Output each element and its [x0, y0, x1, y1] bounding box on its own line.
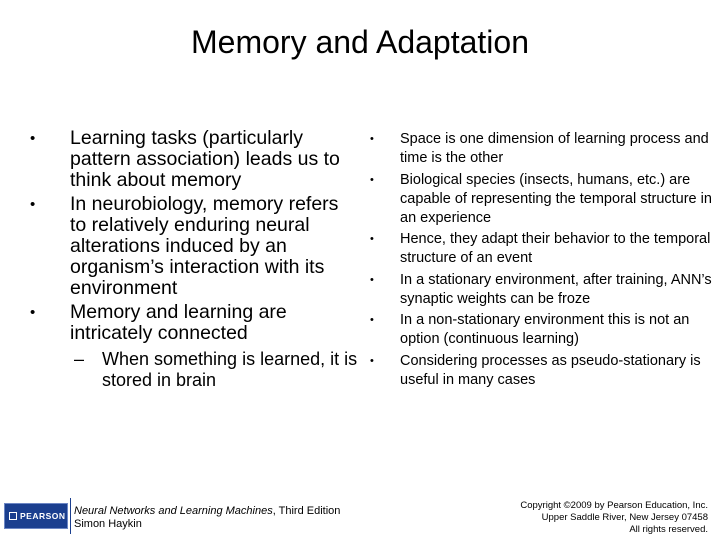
right-bullet-list [368, 130, 713, 392]
slide-title: Memory and Adaptation [191, 24, 529, 60]
copyright-line: All rights reserved. [629, 524, 708, 535]
bullet-icon: • [370, 233, 374, 245]
left-sub-bullet [28, 349, 358, 390]
book-citation [74, 505, 340, 531]
bullet-text: Memory and learning are intricately connected [70, 301, 287, 344]
left-bullet-list [28, 128, 358, 390]
right-bullet-item [368, 230, 713, 268]
pearson-logo [4, 503, 68, 529]
bullet-icon: • [370, 173, 374, 186]
bullet-text: Space is one dimension of learning process and time is the other [400, 131, 709, 166]
book-author: Simon Haykin [74, 518, 142, 530]
book-title: Neural Networks and Learning Machines [74, 505, 273, 517]
dash-icon: – [74, 349, 85, 369]
right-bullet-item [368, 311, 713, 349]
bullet-text: Learning tasks (particularly pattern association) leads us to think about memory [70, 127, 340, 191]
left-bullet-item [28, 302, 358, 344]
logo-square-icon [9, 512, 17, 520]
right-bullet-item [368, 130, 713, 168]
right-bullet-item [368, 171, 713, 228]
bullet-icon: • [370, 354, 374, 367]
bullet-icon: • [30, 130, 36, 147]
left-bullet-item [28, 194, 358, 299]
bullet-icon: • [370, 314, 374, 326]
left-bullet-item [28, 128, 358, 191]
right-bullet-item [368, 352, 713, 390]
bullet-text: In a stationary environment, after training, ANN’s synaptic weights can be froze [400, 271, 712, 307]
sub-bullet-text: When something is learned, it is stored in brain [102, 349, 358, 390]
bullet-icon: • [30, 304, 36, 321]
copyright-notice [448, 500, 708, 536]
bullet-text: In neurobiology, memory refers to relatively enduring neural alterations induced by an organism’s interaction with its environment [70, 193, 339, 299]
bullet-text: Biological species (insects, humans, etc.) are capable of representing the temporal structure in an experience [400, 171, 712, 226]
bullet-icon: • [30, 196, 36, 213]
bullet-icon: • [370, 273, 374, 286]
copyright-line: Upper Saddle River, New Jersey 07458 [541, 512, 708, 523]
bullet-text: Considering processes as pseudo-stationary is useful in many cases [400, 352, 701, 388]
book-edition: , Third Edition [272, 505, 341, 517]
copyright-line: Copyright ©2009 by Pearson Education, Inc. [520, 500, 708, 511]
right-bullet-item [368, 271, 713, 309]
bullet-icon: • [370, 133, 374, 145]
bullet-text: In a non-stationary environment this is not an option (continuous learning) [400, 312, 690, 347]
logo-text: PEARSON [20, 511, 66, 521]
footer-divider [70, 498, 71, 534]
bullet-text: Hence, they adapt their behavior to the temporal structure of an event [400, 231, 711, 266]
